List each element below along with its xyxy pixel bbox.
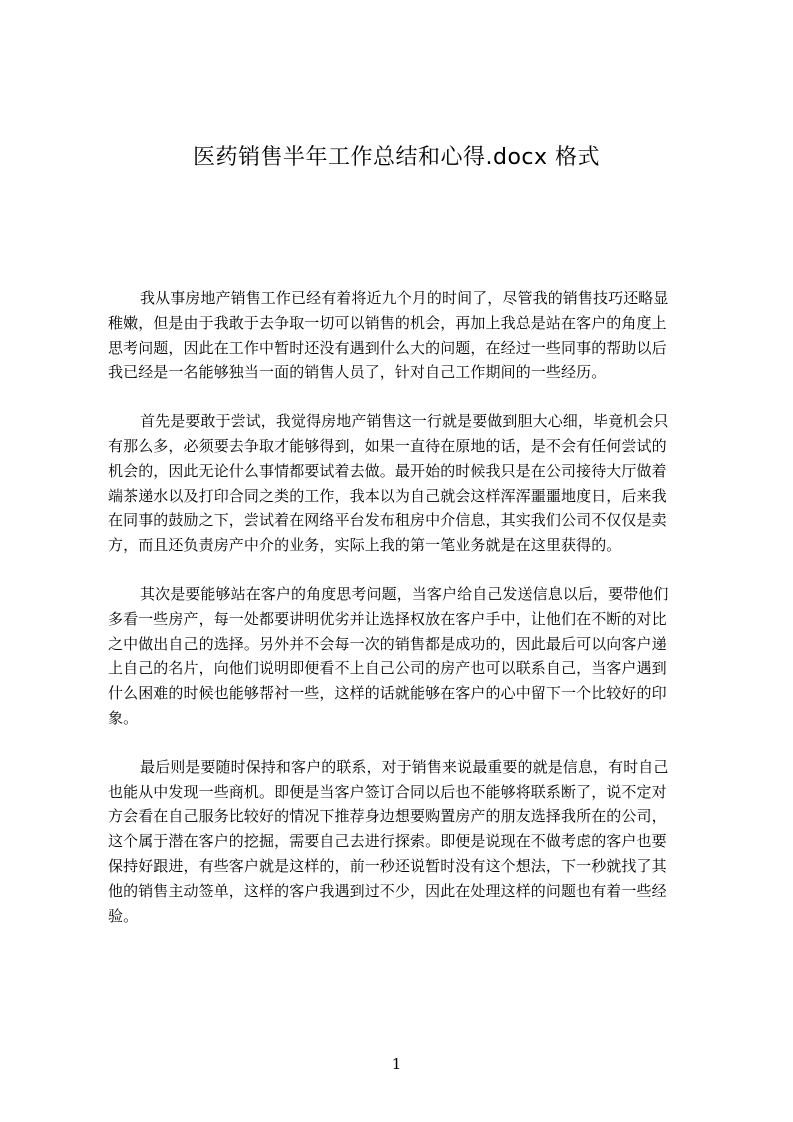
page-number: 1 bbox=[391, 1055, 402, 1073]
paragraph-line: 我已经是一名能够独当一面的销售人员了，针对自己工作期间的一些经历。 bbox=[108, 363, 607, 382]
paragraph-line: 方会看在自己服务比较好的情况下推荐身边想要购置房产的朋友选择我所在的公司， bbox=[108, 807, 667, 826]
paragraph-1 bbox=[108, 286, 698, 385]
paragraph-line: 也能从中发现一些商机。即便是当客户签订合同以后也不能够将联系断了，说不定对 bbox=[108, 782, 667, 801]
paragraph-line: 多看一些房产，每一处都要讲明优劣并让选择权放在客户手中，让他们在不断的对比 bbox=[108, 609, 667, 628]
paragraph-line: 这个属于潜在客户的挖掘，需要自己去进行探索。即便是说现在不做考虑的客户也要 bbox=[108, 832, 667, 851]
paragraph-line: 他的销售主动签单，这样的客户我遇到过不少，因此在处理这样的问题也有着一些经 bbox=[108, 881, 667, 900]
paragraph-line: 保持好跟进，有些客户就是这样的，前一秒还说暂时没有这个想法，下一秒就找了其 bbox=[108, 856, 667, 875]
paragraph-line: 首先是要敢于尝试，我觉得房地产销售这一行就是要做到胆大心细，毕竟机会只 bbox=[140, 412, 669, 431]
paragraph-3 bbox=[108, 582, 698, 731]
paragraph-line: 象。 bbox=[108, 708, 139, 727]
paragraph-line: 什么困难的时候也能够帮衬一些，这样的话就能够在客户的心中留下一个比较好的印 bbox=[108, 684, 667, 703]
paragraph-4 bbox=[108, 755, 698, 929]
paragraph-2 bbox=[108, 409, 698, 558]
paragraph-line: 机会的，因此无论什么事情都要试着去做。最开始的时候我只是在公司接待大厅做着 bbox=[108, 461, 667, 480]
paragraph-line: 稚嫩，但是由于我敢于去争取一切可以销售的机会，再加上我总是站在客户的角度上 bbox=[108, 313, 667, 332]
paragraph-line: 方，而且还负责房产中介的业务，实际上我的第一笔业务就是在这里获得的。 bbox=[108, 536, 622, 555]
paragraph-line: 在同事的鼓励之下，尝试着在网络平台发布租房中介信息，其实我们公司不仅仅是卖 bbox=[108, 511, 667, 530]
paragraph-line: 验。 bbox=[108, 906, 139, 925]
paragraph-line: 上自己的名片，向他们说明即便看不上自己公司的房产也可以联系自己，当客户遇到 bbox=[108, 659, 667, 678]
document-title: 医药销售半年工作总结和心得.docx 格式 bbox=[192, 145, 601, 170]
paragraph-line: 有那么多，必须要去争取才能够得到，如果一直待在原地的话，是不会有任何尝试的 bbox=[108, 436, 667, 455]
paragraph-line: 思考问题，因此在工作中暂时还没有遇到什么大的问题，在经过一些同事的帮助以后 bbox=[108, 338, 667, 357]
paragraph-line: 我从事房地产销售工作已经有着将近九个月的时间了，尽管我的销售技巧还略显 bbox=[140, 289, 669, 307]
document-body bbox=[108, 286, 698, 952]
paragraph-line: 最后则是要随时保持和客户的联系，对于销售来说最重要的就是信息，有时自己 bbox=[140, 757, 669, 776]
paragraph-line: 之中做出自己的选择。另外并不会每一次的销售都是成功的，因此最后可以向客户递 bbox=[108, 634, 667, 653]
paragraph-line: 端茶递水以及打印合同之类的工作，我本以为自己就会这样浑浑噩噩地度日，后来我 bbox=[108, 486, 667, 505]
paragraph-line: 其次是要能够站在客户的角度思考问题，当客户给自己发送信息以后，要带他们 bbox=[140, 584, 669, 603]
